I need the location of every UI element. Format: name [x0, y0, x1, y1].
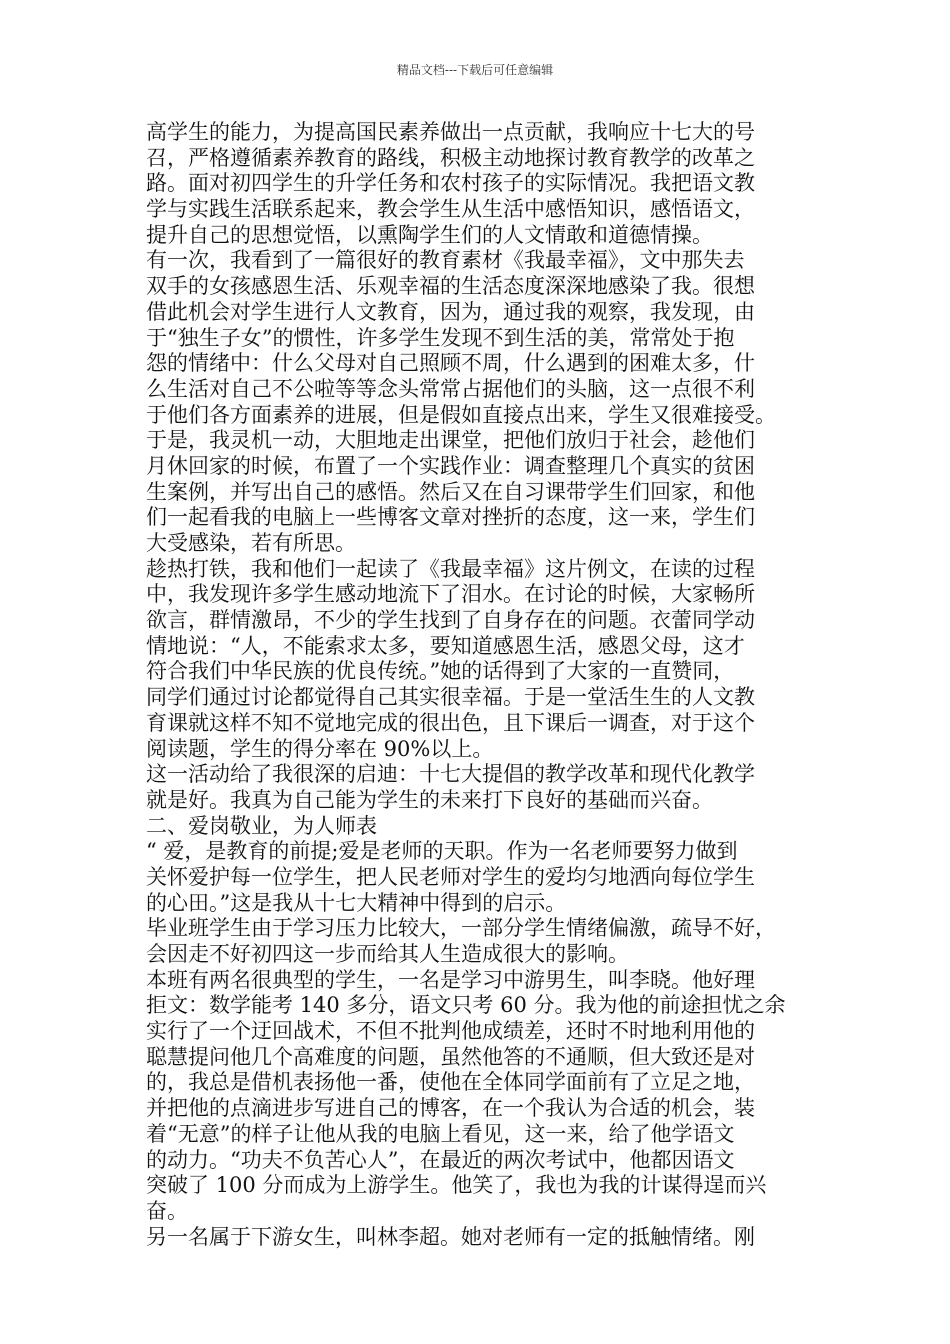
text-line: 本班有两名很典型的学生，一名是学习中游男生，叫李晓。他好理	[146, 967, 755, 992]
text-line: 着“无意”的样子让他从我的电脑上看见，这一来，给了他学语文	[146, 1121, 735, 1146]
text-line: 于是，我灵机一动，大胆地走出课堂，把他们放归于社会，趁他们	[146, 428, 755, 453]
text-line: 么生活对自己不公啦等等念头常常占据他们的头脑，这一点很不利	[146, 376, 755, 401]
text-line: “ 爱，是教育的前提;爱是老师的天职。作为一名老师要努力做到	[146, 839, 738, 864]
text-line: 情地说：“人，不能索求太多，要知道感恩生活，感恩父母，这才	[146, 633, 745, 658]
text-line: 趁热打铁，我和他们一起读了《我最幸福》这片例文，在读的过程	[146, 556, 755, 581]
text-line: 有一次，我看到了一篇很好的教育素材《我最幸福》，文中那失去	[146, 248, 745, 273]
text-line: 同学们通过讨论都觉得自己其实很幸福。于是一堂活生生的人文教	[146, 685, 755, 710]
text-line: 实行了一个迂回战术，不但不批判他成绩差，还时不时地利用他的	[146, 1019, 755, 1044]
text-line: 大受感染，若有所思。	[146, 531, 356, 555]
text-line: 月休回家的时候，布置了一个实践作业：调查整理几个真实的贫困	[146, 453, 755, 478]
text-line: 召，严格遵循素养教育的路线，积极主动地探讨教育教学的改革之	[146, 145, 755, 170]
text-line: 于他们各方面素养的进展，但是假如直接点出来，学生又很难接受。	[146, 402, 776, 427]
text-line: 拒文：数学能考 140 多分，语文只考 60 分。我为他的前途担忧之余	[146, 993, 786, 1018]
text-line: 关怀爱护每一位学生，把人民老师对学生的爱均匀地洒向每位学生	[146, 864, 755, 889]
text-line: 借此机会对学生进行人文教育，因为，通过我的观察，我发现，由	[146, 299, 755, 324]
text-line: 于“独生子女”的惯性，许多学生发现不到生活的美，常常处于抱	[146, 325, 735, 350]
text-line: 学与实践生活联系起来，教会学生从生活中感悟知识，感悟语文，	[146, 197, 755, 222]
text-line: 怨的情绪中：什么父母对自己照顾不周，什么遇到的困难太多，什	[146, 351, 755, 376]
text-line: 这一活动给了我很深的启迪：十七大提倡的教学改革和现代化教学	[146, 762, 755, 787]
text-line: 的，我总是借机表扬他一番，使他在全体同学面前有了立足之地，	[146, 1070, 755, 1095]
text-line: 奋。	[146, 1198, 188, 1223]
text-line: 的心田。”这是我从十七大精神中得到的启示。	[146, 890, 567, 915]
text-line: 毕业班学生由于学习压力比较大，一部分学生情绪偏激，疏导不好，	[146, 916, 776, 941]
text-line: 突破了 100 分而成为上游学生。他笑了，我也为我的计谋得逞而兴	[146, 1173, 767, 1198]
text-line: 高学生的能力，为提高国民素养做出一点贡献，我响应十七大的号	[146, 120, 755, 144]
text-line: 的动力。“功夫不负苦心人”，在最近的两次考试中，他都因语文	[146, 1147, 735, 1172]
page-header: 精品文档---下载后可任意编辑	[396, 63, 554, 77]
text-line: 符合我们中华民族的优良传统。”她的话得到了大家的一直赞同，	[146, 659, 735, 684]
text-line: 欲言，群情激昂，不少的学生找到了自身存在的问题。衣蕾同学动	[146, 608, 755, 633]
text-line: 们一起看我的电脑上一些博客文章对挫折的态度，这一来，学生们	[146, 505, 755, 530]
text-line: 中，我发现许多学生感动地流下了泪水。在讨论的时候，大家畅所	[146, 582, 755, 607]
text-line: 就是好。我真为自己能为学生的未来打下良好的基础而兴奋。	[146, 787, 713, 812]
text-line: 并把他的点滴进步写进自己的博客，在一个我认为合适的机会，装	[146, 1096, 755, 1121]
text-line: 提升自己的思想觉悟，以熏陶学生们的人文情敢和道德情操。	[146, 222, 713, 247]
text-line: 双手的女孩感恩生活、乐观幸福的生活态度深深地感染了我。很想	[146, 274, 755, 299]
text-line: 另一名属于下游女生，叫林李超。她对老师有一定的抵触情绪。刚	[146, 1224, 755, 1249]
text-line: 生案例，并写出自己的感悟。然后又在自习课带学生们回家，和他	[146, 479, 755, 504]
text-line: 育课就这样不知不觉地完成的很出色，且下课后一调查，对于这个	[146, 710, 755, 735]
text-line: 路。面对初四学生的升学任务和农村孩子的实际情况。我把语文教	[146, 171, 755, 196]
text-line: 聪慧提问他几个高难度的问题，虽然他答的不通顺，但大致还是对	[146, 1044, 755, 1069]
text-line: 阅读题，学生的得分率在 90%以上。	[146, 736, 494, 761]
document-body	[146, 120, 826, 1250]
text-line: 会因走不好初四这一步而给其人生造成很大的影响。	[146, 942, 629, 966]
section-heading: 二、爱岗敬业，为人师表	[146, 813, 377, 838]
